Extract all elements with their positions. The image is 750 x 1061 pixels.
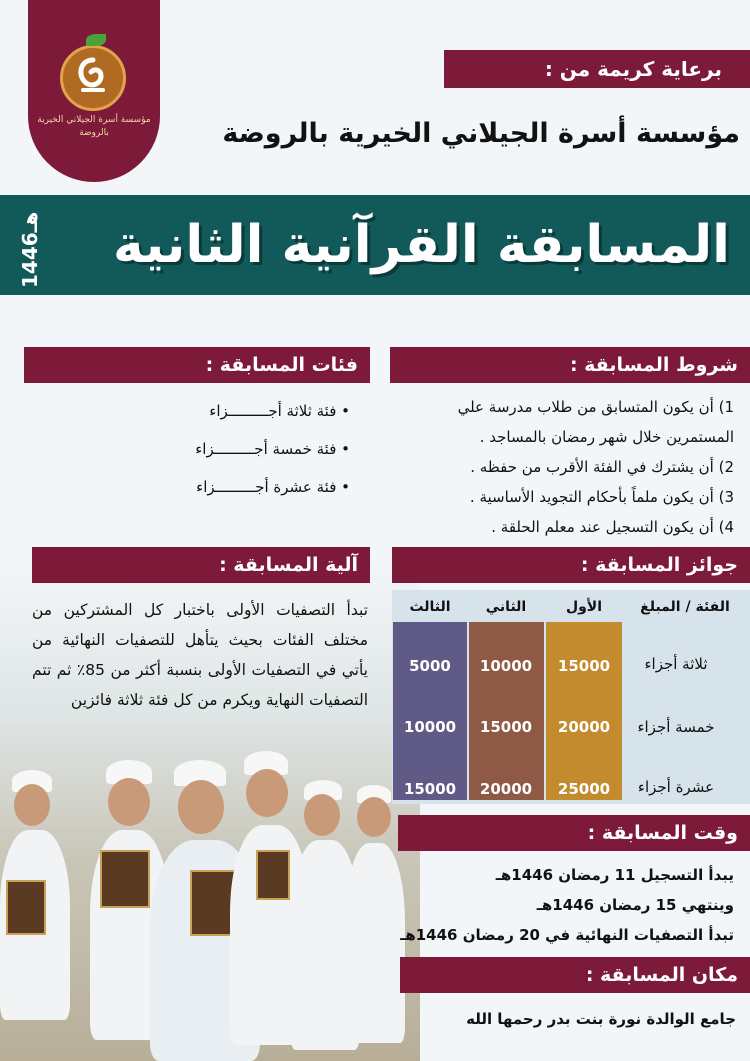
timing-item: تبدأ التصفيات النهائية في 20 رمضان 1446هـ: [400, 926, 734, 944]
logo-caption: مؤسسة أسرة الجيلاني الخيرية بالروضة: [37, 115, 151, 138]
prizes-heading: جوائز المسابقة :: [392, 547, 750, 583]
prize-value: 20000: [479, 780, 533, 798]
timing-item: يبدأ التسجيل 11 رمضان 1446هـ: [495, 866, 734, 884]
row-label: عشرة أجزاء: [637, 778, 715, 796]
child-figure: [0, 760, 70, 1020]
prize-value: 15000: [403, 780, 457, 798]
mechanism-text: تبدأ التصفيات الأولى باختبار كل المشتركين من مختلف الفئات بحيث يتأهل للتصفيات النهائية من يأتي في التصفيات الأولى بنسبة أكثر من 85٪ ثم تتم التصفيات النهاية ويكرم من كل فئة ثلاثة فائزين: [32, 601, 368, 709]
organization-name: مؤسسة أسرة الجيلاني الخيرية بالروضة: [222, 118, 740, 149]
location-heading: مكان المسابقة :: [400, 957, 750, 993]
sponsor-label: برعاية كريمة من :: [444, 50, 750, 88]
table-header: الفئة / المبلغ: [640, 599, 730, 615]
categories-heading: فئات المسابقة :: [24, 347, 370, 383]
row-label: ثلاثة أجزاء: [644, 655, 708, 673]
row-label: خمسة أجزاء: [637, 718, 715, 736]
third-prize-column: [393, 622, 467, 800]
table-header: الأول: [565, 599, 603, 615]
conditions-heading: شروط المسابقة :: [390, 347, 750, 383]
condition-item: 4) أن يكون التسجيل عند معلم الحلقة .: [491, 518, 734, 536]
prize-value: 15000: [479, 718, 533, 736]
condition-item: 1) أن يكون المتسابق من طلاب مدرسة علي: [457, 398, 734, 416]
table-header: الثاني: [485, 599, 527, 615]
second-prize-column: [469, 622, 544, 800]
prize-value: 10000: [403, 718, 457, 736]
prize-value: 25000: [557, 780, 611, 798]
conditions-list: [388, 392, 734, 542]
prize-value: 5000: [409, 657, 451, 675]
prize-value: 20000: [557, 718, 611, 736]
page-title: المسابقة القرآنية الثانية: [113, 215, 730, 275]
condition-item: المستمرين خلال شهر رمضان بالمساجد .: [479, 428, 734, 446]
condition-item: 3) أن يكون ملماً بأحكام التجويد الأساسية .: [469, 488, 734, 506]
mechanism-heading: آلية المسابقة :: [32, 547, 370, 583]
leaf-icon: [86, 34, 106, 46]
first-prize-column: [546, 622, 622, 800]
timing-item: وينتهي 15 رمضان 1446هـ: [536, 896, 734, 914]
category-item: • فئة عشرة أجـــــــــزاء: [196, 478, 350, 496]
categories-list: [30, 392, 350, 506]
table-header: الثالث: [409, 599, 451, 615]
prize-value: 15000: [557, 657, 611, 675]
category-item: • فئة خمسة أجـــــــــزاء: [195, 440, 350, 458]
prize-value: 10000: [479, 657, 533, 675]
timing-heading: وقت المسابقة :: [398, 815, 750, 851]
foundation-logo-icon: [60, 45, 126, 111]
location-text: جامع الوالدة نورة بنت بدر رحمها الله: [466, 1010, 736, 1028]
condition-item: 2) أن يشترك في الفئة الأقرب من حفظه .: [470, 458, 734, 476]
year-label: 1446هـ: [18, 211, 42, 289]
category-item: • فئة ثلاثة أجـــــــــزاء: [209, 402, 350, 420]
timing-list: [394, 860, 734, 950]
